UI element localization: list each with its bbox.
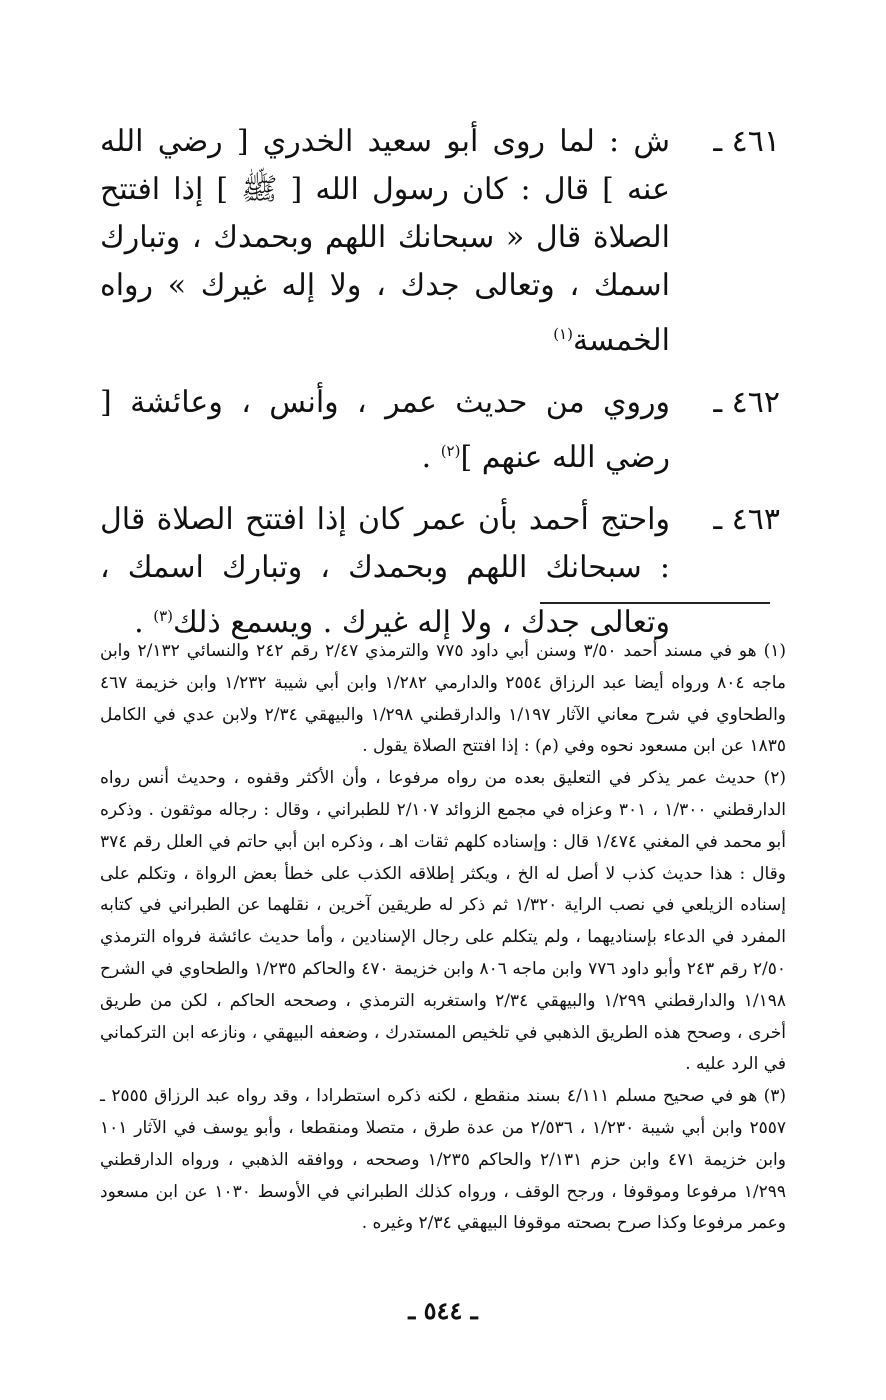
paragraph-number: ٤٦١ ـ [713, 124, 780, 159]
footnote-1: (١) هو في مسند أحمد ٣/٥٠ وسنن أبي داود ٧٧٥ والترمذي ٢/٤٧ رقم ٢٤٢ والنسائي ٢/١٣٢ وابن ماجه ٨٠٤ ورواه أيضا عبد الرزاق ٢٥٥٤ والدارمي ١/٢٨٢ وابن أبي شيبة ١/٢٣٢ وابن خزيمة ٤٦٧ والطحاوي في شرح معاني الآثار ١/١٩٧ والدارقطني ١/٢٩٨ والبيهقي ٢/٣٤ ولابن عدي في الكامل ١٨٣٥ عن ابن مسعود نحوه وفي (م) : إذا افتتح الصلاة يقول . [100, 641, 786, 757]
footnote-ref: (٢) [440, 442, 461, 460]
paragraph-number: ٤٦٢ ـ [713, 385, 780, 420]
paragraph-body: ش : لما روى أبو سعيد الخدري [ رضي الله عنه ] قال : كان رسول الله [ ﷺ ] إذا افتتح الصلاة قال « سبحانك اللهم وبحمدك ، وتبارك اسمك ، وتعالى جدك ، ولا إله غيرك » رواه الخمسة [100, 124, 670, 358]
paragraph-461 [100, 118, 780, 365]
paragraph-462 [100, 379, 780, 482]
paragraph-body: واحتج أحمد بأن عمر كان إذا افتتح الصلاة قال : سبحانك اللهم وبحمدك ، وتبارك اسمك ، وتعالى جدك ، ولا إله غيرك . ويسمع ذلك [100, 502, 670, 640]
footnote-ref: (١) [553, 325, 573, 343]
footnote-3: (٣) هو في صحيح مسلم ٤/١١١ بسند منقطع ، لكنه ذكره استطرادا ، وقد رواه عبد الرزاق ٢٥٥٥ ـ ٢٥٥٧ وابن أبي شيبة ١/٢٣٠ ، ٢/٥٣٦ من عدة طرق ، متصلا ومنقطعا ، وأبو يوسف في الآثار ١٠١ وابن خزيمة ٤٧١ وابن حزم ٢/١٣١ والحاكم ١/٢٣٥ وصححه ، ووافقه الذهبي ، ورواه الدارقطني ١/٢٩٩ مرفوعا وموقوفا ، ورجح الوقف ، ورواه كذلك الطبراني في الأوسط ١٠٣٠ عن ابن مسعود وعمر مرفوعا وكذا صرح بصحته موقوفا البيهقي ٢/٣٤ وغيره . [100, 1086, 787, 1234]
page-number: ـ ٥٤٤ ـ [408, 1296, 478, 1325]
footnote-separator [540, 602, 770, 604]
paragraph-tail: . [421, 440, 441, 475]
footnote-2: (٢) حديث عمر يذكر في التعليق بعده من رواه مرفوعا ، وأن الأكثر وقفوه ، وحديث أنس رواه الدارقطني ١/٣٠٠ ، ٣٠١ وعزاه في مجمع الزوائد ٢/١٠٧ للطبراني ، وقال : رجاله موثقون . وذكره أبو محمد في المغني ١/٤٧٤ قال : وإسناده كلهم ثقات اهـ ، وذكره ابن أبي حاتم في العلل رقم ٣٧٤ وقال : هذا حديث كذب لا أصل له الخ ، ويكثر إطلاقه الكذب على خطأ بعض الرواة ، وتكلم على إسناده الزيلعي في نصب الراية ١/٣٢٠ ثم ذكر له طريقين آخرين ، نقلهما عن الطبراني في كتابه المفرد في الدعاء بإسناديهما ، ولم يتكلم على رجال الإسنادين ، وأما حديث عائشة فرواه الترمذي ٢/٥٠ رقم ٢٤٣ وأبو داود ٧٧٦ وابن ماجه ٨٠٦ وابن خزيمة ٤٧٠ والحاكم ١/٢٣٥ والطحاوي في الشرح ١/١٩٨ والدارقطني ١/٢٩٩ والبيهقي ٢/٣٤ واستغربه الترمذي ، وصححه الحاكم ، لكن من طريق أخرى ، وصحح هذه الطريق الذهبي في تلخيص المستدرك ، وضعفه البيهقي ، ونازعه ابن التركماني في الرد عليه . [100, 768, 786, 1075]
paragraph-text [100, 379, 670, 482]
paragraph-463 [100, 496, 780, 647]
main-text [100, 118, 780, 661]
paragraph-body: وروي من حديث عمر ، وأنس ، وعائشة [ رضي الله عنهم ] [100, 385, 670, 475]
footnotes [100, 636, 786, 1240]
paragraph-text [100, 118, 670, 365]
paragraph-tail: . [134, 605, 154, 640]
footnote-ref: (٣) [153, 607, 173, 625]
paragraph-text [100, 496, 670, 647]
paragraph-number: ٤٦٣ ـ [713, 502, 780, 537]
